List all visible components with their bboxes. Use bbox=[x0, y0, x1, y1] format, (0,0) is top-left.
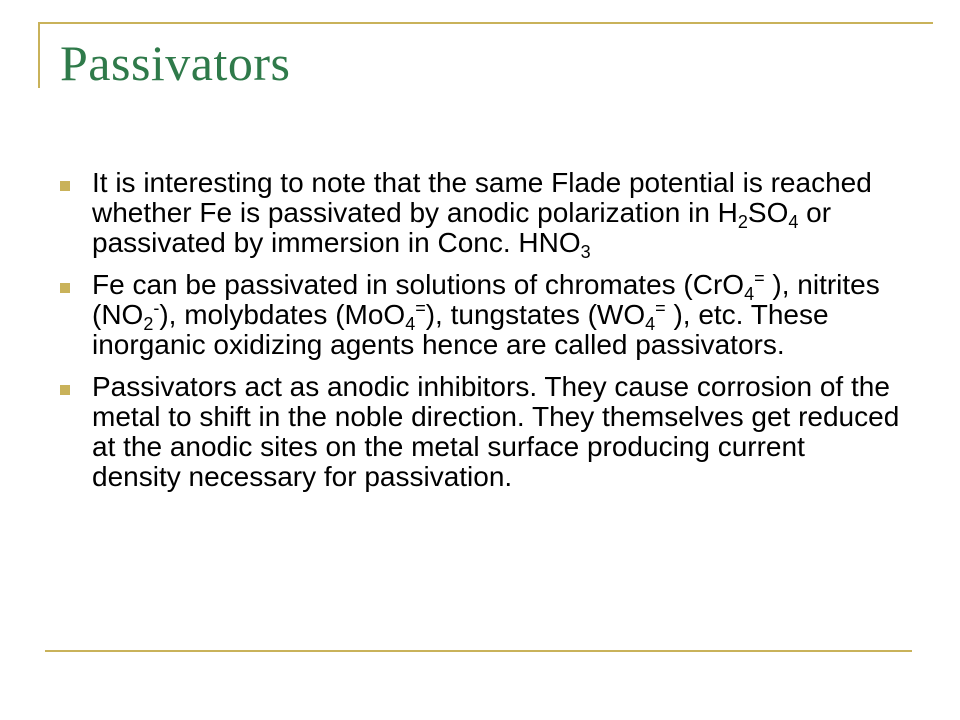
superscript: = bbox=[415, 298, 426, 318]
subscript: 2 bbox=[737, 212, 748, 232]
subscript: 4 bbox=[788, 212, 799, 232]
bullet-text: It is interesting to note that the same Flade potential is reached whether Fe is passivated by anodic polarization in H bbox=[92, 167, 872, 228]
square-bullet-icon bbox=[60, 283, 70, 293]
bullet-text: ), molybdates (MoO bbox=[159, 299, 406, 330]
superscript: = bbox=[754, 268, 765, 288]
bottom-rule bbox=[45, 650, 912, 652]
slide-title: Passivators bbox=[60, 35, 291, 91]
bullet-text: SO bbox=[747, 197, 789, 228]
superscript: - bbox=[153, 298, 160, 318]
subscript: 3 bbox=[580, 242, 591, 262]
square-bullet-icon bbox=[60, 181, 70, 191]
square-bullet-icon bbox=[60, 385, 70, 395]
left-rule bbox=[38, 22, 40, 88]
bullet-text: or passivated by immersion in Conc. HNO bbox=[92, 197, 832, 258]
bullet-item-flade bbox=[60, 167, 900, 262]
subscript: 4 bbox=[744, 284, 755, 304]
subscript: 4 bbox=[405, 314, 416, 334]
subscript: 4 bbox=[645, 314, 656, 334]
subscript: 2 bbox=[143, 314, 154, 334]
bullet-text: Fe can be passivated in solutions of chromates (CrO bbox=[92, 269, 745, 300]
superscript: = bbox=[655, 298, 666, 318]
bullet-list bbox=[60, 168, 900, 504]
bullet-text: ), nitrites (NO bbox=[92, 269, 880, 330]
bullet-text: ), etc. These inorganic oxidizing agents hence are called passivators. bbox=[92, 299, 829, 360]
bullet-item-solutions bbox=[60, 270, 900, 360]
bullet-text: ), tungstates (WO bbox=[425, 299, 646, 330]
top-rule bbox=[38, 22, 933, 24]
bullet-item-inhibitors bbox=[60, 372, 900, 492]
bullet-text: Passivators act as anodic inhibitors. They cause corrosion of the metal to shift in the noble direction. They themselves get reduced at the anodic sites on the metal surface producing current density necessary for passivation. bbox=[92, 371, 900, 492]
